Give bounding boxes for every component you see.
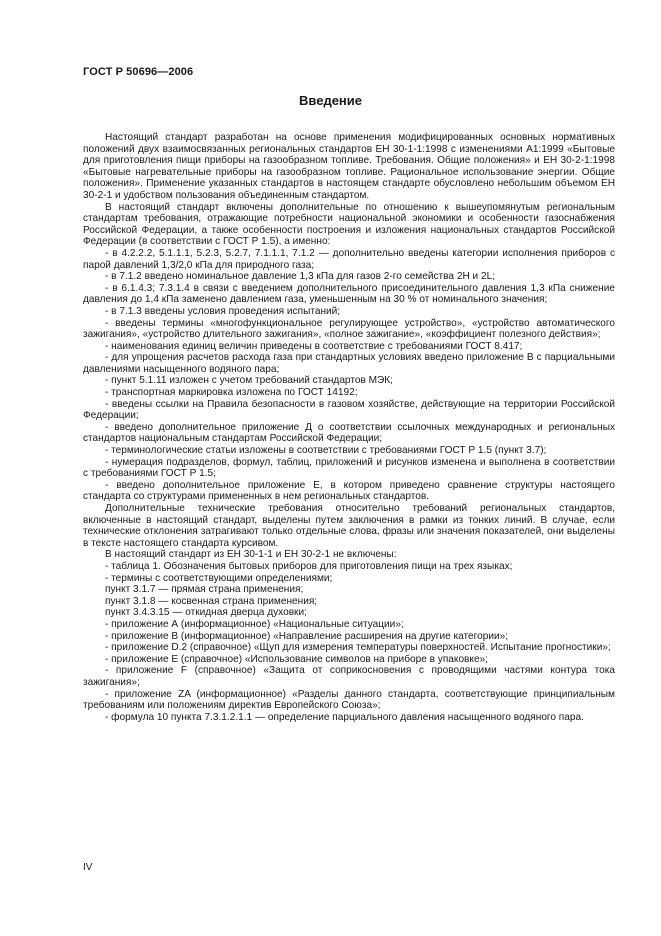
paragraph: В настоящий стандарт из ЕН 30-1-1 и ЕН 30-2-1 не включены:	[105, 549, 397, 561]
standard-header: ГОСТ Р 50696—2006	[83, 66, 194, 78]
list-item: - транспортная маркировка изложена по ГОСТ 14192;	[105, 387, 358, 399]
list-item: - нумерация подразделов, формул, таблиц, приложений и рисунков изменена и выполнена в соответствии с требованиями ГОСТ Р 1.5;	[83, 456, 615, 480]
list-item: - в 6.1.4.3; 7.3.1.4 в связи с введением дополнительного присоединительного давления 1,3 кПа снижение давления до 1,4 кПа заменено давлением газа, уменьшенным на 30 % от номинального значения;	[83, 282, 615, 306]
list-item: - приложение ZA (информационное) «Разделы данного стандарта, соответствующие принципиальным требованиям или положениям директив Европейского Союза»;	[83, 688, 615, 712]
list-item: - для упрощения расчетов расхода газа при стандартных условиях введено приложение В с парциальными давлениями насыщенного водяного пара;	[83, 352, 615, 375]
list-item: - термины с соответствующими определениями;	[105, 572, 333, 584]
list-item: - приложение Е (справочное) «Использование символов на приборе в упаковке»;	[105, 653, 488, 665]
list-item: - формула 10 пункта 7.3.1.2.1.1 — определение парциального давления насыщенного водяного пара.	[105, 711, 584, 723]
list-item: - пункт 5.1.11 изложен с учетом требований стандартов МЭК;	[105, 375, 393, 387]
document-body	[83, 132, 615, 723]
list-item: - терминологические статьи изложены в соответствии с требованиями ГОСТ Р 1.5 (пункт 3.7);	[105, 445, 547, 457]
section-title: Введение	[299, 93, 362, 108]
list-item: - таблица 1. Обозначения бытовых приборов для приготовления пищи на трех языках;	[105, 560, 513, 572]
page-number: IV	[83, 862, 93, 873]
paragraph: Дополнительные технические требования относительно требований региональных стандартов, включенные в настоящий стандарт, выделены путем заключения в рамки из тонких линий. В случае, если технические отклонения затрагивают только отдельные слова, фразы или значения показателей, они выделены в тексте настоящего стандарта курсивом.	[83, 503, 615, 549]
list-item: - в 7.1.3 введены условия проведения испытаний;	[105, 305, 341, 317]
list-item: - приложение В (информационное) «Направление расширения на другие категории»;	[105, 630, 509, 642]
list-item: - приложение А (информационное) «Национальные ситуации»;	[105, 618, 404, 630]
paragraph: Настоящий стандарт разработан на основе применения модифицированных основных нормативных положений двух взаимосвязанных региональных стандартов ЕН 30-1-1:1998 с изменениями А1:1999 «Бытовые для приготовления пищи приборы на газообразном топливе. Требования. Общие положения» и ЕН 30-2-1:1998 «Бытовые нагревательные приборы на газообразном топливе. Рациональное использование энергии. Общие положения». Применение указанных стандартов в настоящем стандарте обусловлено небольшим объемом ЕН 30-2-1 и удобством пользования объединенным стандартом.	[83, 132, 615, 201]
list-item: пункт 3.4.3.15 — откидная дверца духовки;	[105, 607, 307, 619]
paragraph: В настоящий стандарт включены дополнительные по отношению к вышеупомянутым региональным стандартам требования, отражающие потребности национальной экономики и особенности газоснабжения Российской Федерации, а также особенности построения и изложения национальных стандартов Российской Федерации (в соответствии с ГОСТ Р 1.5), а именно:	[83, 201, 615, 248]
list-item: пункт 3.1.7 — прямая страна применения;	[105, 584, 304, 596]
list-item: - приложение D.2 (справочное) «Щуп для измерения температуры поверхностей. Испытание прогностики»;	[105, 642, 611, 654]
list-item: - приложение F (справочное) «Защита от соприкосновения с проводящими частями контура тока зажигания»;	[83, 665, 615, 688]
list-item: - введено дополнительное приложение Е, в котором приведено сравнение структуры настоящего стандарта со структурами примененных в нем региональных стандартов.	[83, 479, 615, 503]
list-item: - в 4.2.2.2, 5.1.1.1, 5.2.3, 5.2.7, 7.1.1.1, 7.1.2 — дополнительно введены категории исполнения приборов с парой давлений 1,3/2,0 кПа для природного газа;	[83, 247, 615, 271]
list-item: - введены термины «многофункциональное регулирующее устройство», «устройство автоматического зажигания», «устройство длительного зажигания», «полное зажигание», «коэффициент полезного действия»;	[83, 317, 615, 341]
list-item: пункт 3.1.8 — косвенная страна применения;	[105, 595, 318, 607]
list-item: - введены ссылки на Правила безопасности в газовом хозяйстве, действующие на территории Российской Федерации;	[83, 398, 615, 422]
list-item: - наименования единиц величин приведены в соответствие с требованиями ГОСТ 8.417;	[105, 340, 523, 352]
list-item: - введено дополнительное приложение Д о соответствии ссылочных международных и региональных стандартов национальным стандартам Российской Федерации;	[83, 421, 615, 445]
list-item: - в 7.1.2 введено номинальное давление 1,3 кПа для газов 2-го семейства 2Н и 2L;	[105, 271, 496, 283]
